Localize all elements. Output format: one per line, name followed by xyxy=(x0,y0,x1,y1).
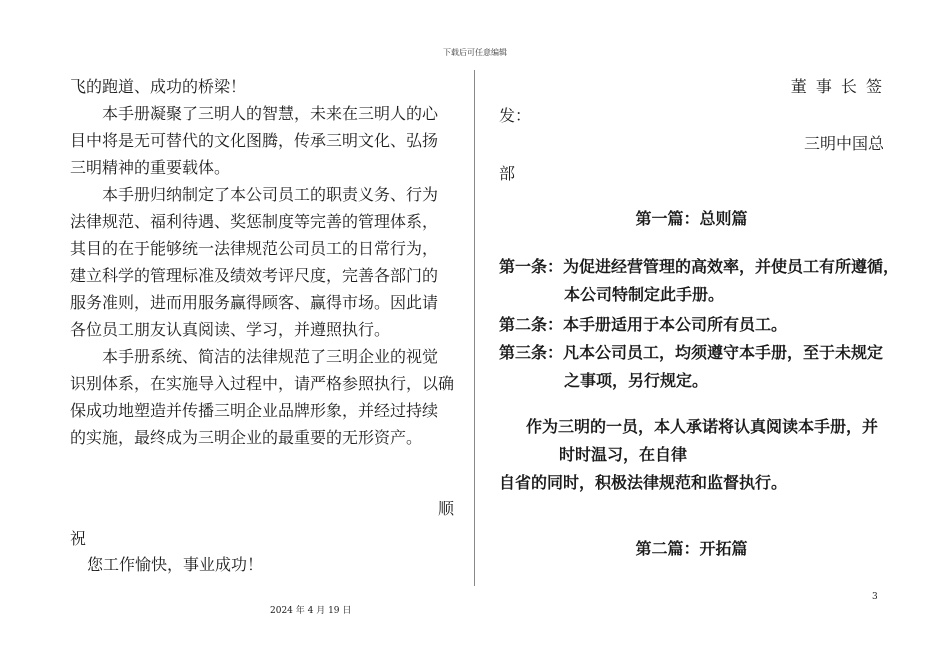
article3-line1: 第三条：凡本公司员工，均须遵守本手册，至于未规定 xyxy=(499,343,884,362)
chairman-sign-line1: 董 事 长 签 xyxy=(790,77,884,96)
page-header: 下载后可任意编辑 xyxy=(443,48,507,57)
closing-zhu: 祝 xyxy=(70,529,87,548)
chairman-sign-line2: 发： xyxy=(499,106,532,125)
pledge-line2: 时时温习，在自律 xyxy=(559,445,688,464)
paragraph-line: 本手册归纳制定了本公司员工的职责义务、行为 xyxy=(102,185,439,204)
paragraph-line: 的实施，最终成为三明企业的最重要的无形资产。 xyxy=(70,428,423,447)
paragraph-line: 飞的跑道、成功的桥梁！ xyxy=(70,77,247,96)
page-number: 3 xyxy=(872,592,878,602)
column-divider xyxy=(474,70,475,586)
closing-shun: 顺 xyxy=(437,499,454,518)
article3-line2: 之事项，另行规定。 xyxy=(564,371,709,390)
paragraph-line: 识别体系，在实施导入过程中，请严格参照执行，以确 xyxy=(70,374,455,393)
paragraph-line: 法律规范、福利待遇、奖惩制度等完善的管理体系， xyxy=(70,212,439,231)
paragraph-line: 本手册系统、简洁的法律规范了三明企业的视觉 xyxy=(102,347,439,366)
paragraph-line: 各位员工朋友认真阅读、学习，并遵照执行。 xyxy=(70,320,391,339)
pledge-line3: 自省的同时，积极法律规范和监督执行。 xyxy=(499,473,788,492)
article1-line2: 本公司特制定此手册。 xyxy=(564,285,725,304)
hq-line1: 三明中国总 xyxy=(803,134,884,153)
paragraph-line: 三明精神的重要载体。 xyxy=(70,158,231,177)
part2-title: 第二篇：开拓篇 xyxy=(635,539,748,558)
paragraph-line: 本手册凝聚了三明人的智慧，未来在三明人的心 xyxy=(102,104,439,123)
paragraph-line: 保成功地塑造并传播三明企业品牌形象，并经过持续 xyxy=(70,401,439,420)
footer-date: 2024 年 4 月 19 日 xyxy=(270,606,352,616)
paragraph-line: 服务准则，进而用服务赢得顾客、赢得市场。因此请 xyxy=(70,293,439,312)
article1-line1: 第一条：为促进经营管理的高效率，并使员工有所遵循， xyxy=(499,257,900,276)
hq-line2: 部 xyxy=(499,164,516,183)
paragraph-line: 其目的在于能够统一法律规范公司员工的日常行为， xyxy=(70,239,439,258)
paragraph-line: 建立科学的管理标准及绩效考评尺度，完善各部门的 xyxy=(70,266,439,285)
pledge-line1: 作为三明的一员，本人承诺将认真阅读本手册，并 xyxy=(526,417,879,436)
paragraph-line: 目中将是无可替代的文化图腾，传承三明文化、弘扬 xyxy=(70,131,439,150)
article2: 第二条：本手册适用于本公司所有员工。 xyxy=(499,315,788,334)
part1-title: 第一篇：总则篇 xyxy=(635,209,748,228)
closing-wish: 您工作愉快，事业成功！ xyxy=(87,555,264,574)
